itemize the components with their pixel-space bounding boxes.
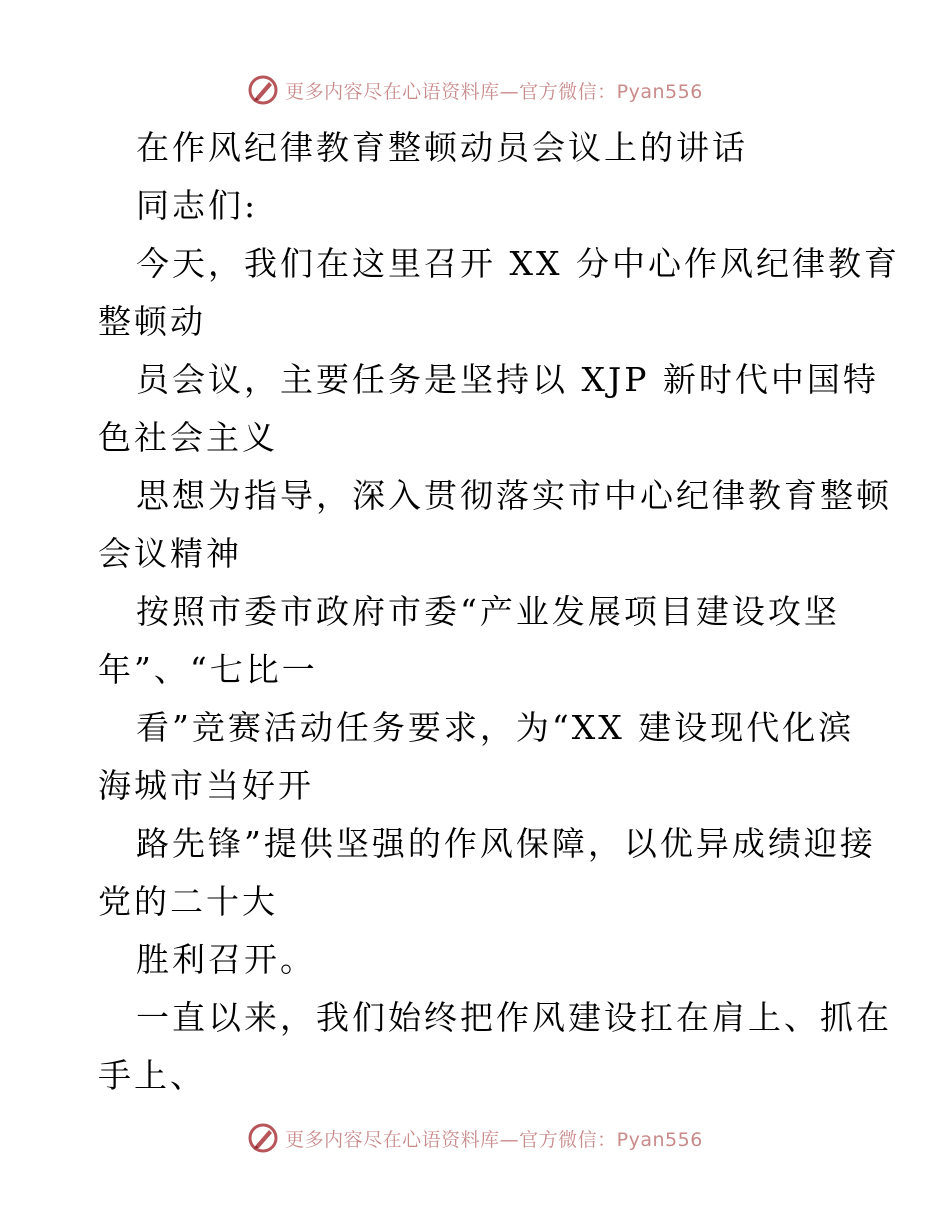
footer-watermark [0, 1120, 950, 1156]
watermark-text: 更多内容尽在心语资料库—官方微信：Pyan556 [285, 80, 703, 103]
paragraph-line: 今天，我们在这里召开 XX 分中心作风纪律教育 [136, 244, 900, 283]
paragraph-line: 党的二十大 [98, 882, 278, 921]
paragraph-line: 一直以来，我们始终把作风建设扛在肩上、抓在 [136, 998, 892, 1037]
document-title: 在作风纪律教育整顿动员会议上的讲话 [136, 128, 748, 167]
paragraph-line: 路先锋”提供坚强的作风保障，以优异成绩迎接 [136, 824, 876, 863]
salutation: 同志们: [136, 186, 259, 225]
header-watermark [0, 72, 950, 108]
watermark-text: 更多内容尽在心语资料库—官方微信：Pyan556 [285, 1128, 703, 1151]
pen-in-circle-icon [247, 74, 279, 106]
paragraph-line: 年”、“七比一 [98, 650, 318, 689]
paragraph-line: 思想为指导，深入贯彻落实市中心纪律教育整顿 [136, 476, 892, 515]
paragraph-line: 员会议，主要任务是坚持以 XJP 新时代中国特 [136, 360, 879, 399]
pen-in-circle-icon [247, 1122, 279, 1154]
paragraph-line: 会议精神 [98, 534, 242, 573]
paragraph-line: 按照市委市政府市委“产业发展项目建设攻坚 [136, 592, 840, 631]
paragraph-line: 胜利召开。 [136, 940, 316, 979]
paragraph-line: 手上、 [98, 1056, 206, 1095]
paragraph-line: 海城市当好开 [98, 766, 314, 805]
paragraph-line: 色社会主义 [98, 418, 278, 457]
paragraph-line: 整顿动 [98, 302, 206, 341]
paragraph-line: 看”竞赛活动任务要求，为“XX 建设现代化滨 [136, 708, 855, 747]
